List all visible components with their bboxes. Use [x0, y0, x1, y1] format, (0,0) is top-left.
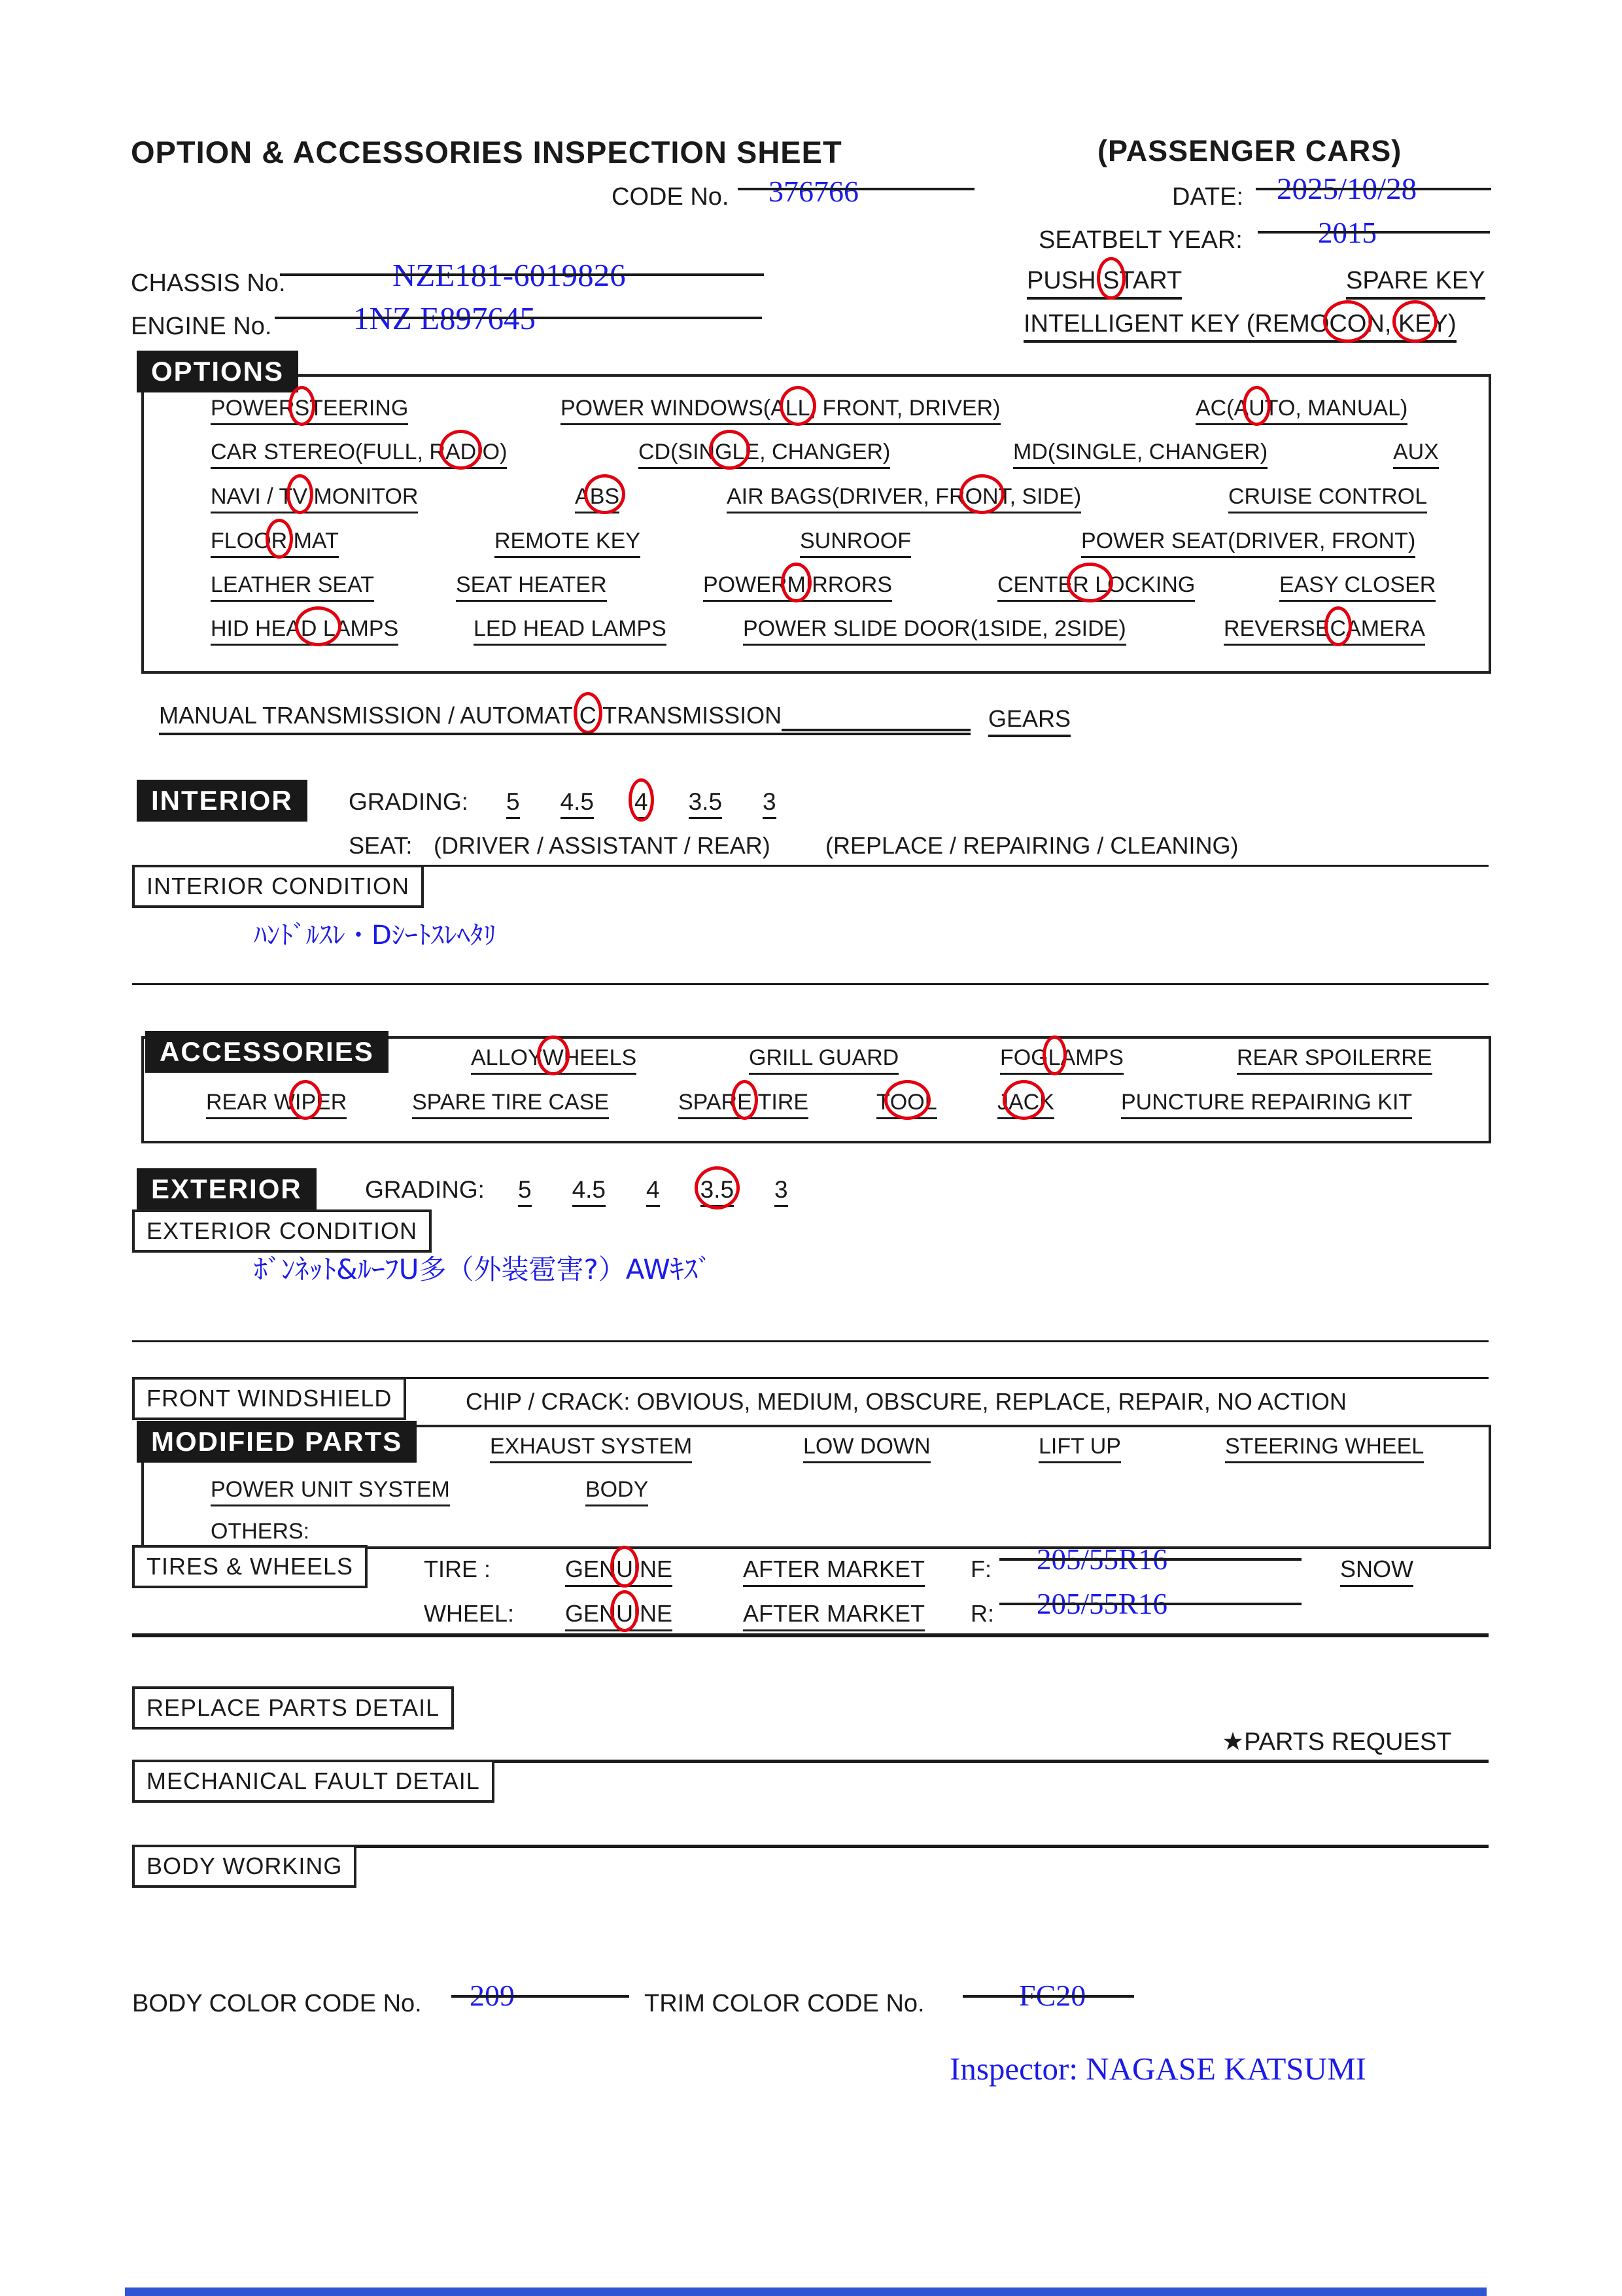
- option-abs: ABS: [575, 484, 619, 513]
- option-car-stereo: CAR STEREO(FULL, RADIO): [211, 440, 507, 469]
- wheel-rear-label: R:: [971, 1600, 994, 1627]
- center-locking-circle: R L: [1073, 572, 1108, 597]
- interior-grading-label: GRADING:: [349, 788, 468, 815]
- tire-front-value: 205/55R16: [1037, 1543, 1168, 1576]
- star-icon: ★: [1222, 1727, 1245, 1756]
- wheel-label: WHEEL:: [424, 1600, 515, 1627]
- remocon-circle: CO: [1329, 310, 1367, 338]
- ac-circle: U: [1249, 396, 1265, 421]
- push-start-circle: S: [1103, 267, 1120, 294]
- rear-wiper-circle: IP: [295, 1090, 317, 1115]
- body-color-blank: [451, 1995, 629, 1998]
- option-easy-closer: EASY CLOSER: [1279, 572, 1436, 602]
- exterior-grade-5: 5: [518, 1176, 532, 1207]
- tires-divider: [132, 1633, 1489, 1637]
- key-circle: KE: [1398, 310, 1432, 338]
- modified-parts-header: MODIFIED PARTS: [137, 1421, 417, 1463]
- tire-genuine-circle: U: [616, 1556, 634, 1582]
- option-led-head-lamps: LED HEAD LAMPS: [474, 616, 666, 646]
- wheel-genuine-circle: U: [616, 1600, 634, 1627]
- interior-condition-note: ﾊﾝﾄﾞﾙｽﾚ・Dｼｰﾄｽﾚﾍﾀﾘ: [254, 920, 496, 950]
- code-label: CODE No.: [612, 183, 729, 211]
- option-hid-head-lamps: HID HEAD LAMPS: [211, 616, 398, 646]
- interior-grade-3-5: 3.5: [689, 788, 722, 819]
- option-sunroof: SUNROOF: [800, 529, 911, 558]
- option-remote-key: REMOTE KEY: [494, 529, 640, 558]
- wheel-genuine: GENUINE: [565, 1600, 672, 1631]
- option-power-mirrors: POWERMIRRORS: [703, 572, 892, 602]
- interior-condition-label: INTERIOR CONDITION: [132, 865, 424, 908]
- power-mirrors-circle: M: [787, 572, 806, 597]
- accessory-spare-tire-case: SPARE TIRE CASE: [412, 1090, 609, 1119]
- abs-circle: BS: [589, 484, 620, 509]
- date-label: DATE:: [1172, 183, 1244, 211]
- engine-value: 1NZ E897645: [353, 300, 536, 336]
- tool-circle: OO: [889, 1090, 925, 1115]
- wheel-rear-value: 205/55R16: [1037, 1588, 1168, 1620]
- tire-front-label: F:: [971, 1556, 992, 1582]
- options-header: OPTIONS: [137, 351, 298, 392]
- tire-label: TIRE :: [424, 1556, 491, 1582]
- push-start-option: PUSH START: [1027, 267, 1182, 300]
- accessory-puncture-kit: PUNCTURE REPAIRING KIT: [1121, 1090, 1412, 1119]
- transmission-label: MANUAL TRANSMISSION / AUTOMATIC TRANSMISSION: [159, 702, 782, 729]
- trim-color-label: TRIM COLOR CODE No.: [644, 1990, 925, 2017]
- seat-actions: (REPLACE / REPAIRING / CLEANING): [825, 832, 1239, 859]
- interior-grade-4-5: 4.5: [561, 788, 594, 819]
- windshield-options: CHIP / CRACK: OBVIOUS, MEDIUM, OBSCURE, REPLACE, REPAIR, NO ACTION: [466, 1388, 1347, 1415]
- power-steering-circle: S: [294, 396, 310, 421]
- exterior-grade-4: 4: [646, 1176, 660, 1207]
- accessory-grill-guard: GRILL GUARD: [749, 1045, 899, 1075]
- modified-lift-up: LIFT UP: [1039, 1434, 1121, 1463]
- option-power-steering: POWERSTEERING: [211, 396, 408, 425]
- exterior-condition-note: ﾎﾞﾝﾈｯﾄ&ﾙｰﾌU多（外装雹害?）AWｷｽﾞ: [254, 1253, 712, 1285]
- trim-color-blank: [963, 1995, 1134, 1998]
- accessory-alloy-wheels: ALLOYWHEELS: [471, 1045, 636, 1075]
- exterior-condition-label: EXTERIOR CONDITION: [132, 1209, 432, 1253]
- tires-wheels-label: TIRES & WHEELS: [132, 1545, 368, 1588]
- option-cd: CD(SINGLE, CHANGER): [638, 440, 890, 469]
- option-floor-mat: FLOOR MAT: [211, 529, 339, 558]
- option-reverse-camera: REVERSECAMERA: [1224, 616, 1425, 646]
- accessory-tool: TOOL: [876, 1090, 937, 1119]
- seat-label: SEAT:: [349, 832, 413, 859]
- alloy-wheels-circle: W: [542, 1045, 564, 1070]
- accessories-header: ACCESSORIES: [145, 1031, 388, 1073]
- modified-low-down: LOW DOWN: [803, 1434, 931, 1463]
- option-power-seat: POWER SEAT(DRIVER, FRONT): [1081, 529, 1415, 558]
- seatbelt-label: SEATBELT YEAR:: [1039, 226, 1243, 254]
- exterior-grade-3: 3: [774, 1176, 788, 1207]
- option-md: MD(SINGLE, CHANGER): [1013, 440, 1268, 469]
- seatbelt-value: 2015: [1318, 217, 1377, 249]
- option-air-bags: AIR BAGS(DRIVER, FRONT, SIDE): [727, 484, 1081, 513]
- modified-others: OTHERS:: [211, 1519, 309, 1548]
- inspector-signature: Inspector: NAGASE KATSUMI: [950, 2051, 1366, 2087]
- body-working-label: BODY WORKING: [132, 1845, 356, 1888]
- trim-color-value: FC20: [1019, 1979, 1086, 2012]
- option-seat-heater: SEAT HEATER: [456, 572, 607, 602]
- spare-key-option: SPARE KEY: [1346, 267, 1485, 300]
- page-subtitle: (PASSENGER CARS): [1097, 134, 1402, 167]
- exterior-grades: [518, 1176, 829, 1207]
- parts-request-label: ★PARTS REQUEST: [1222, 1727, 1452, 1756]
- modified-power-unit: POWER UNIT SYSTEM: [211, 1477, 450, 1506]
- seatbelt-blank: [1258, 231, 1490, 234]
- tire-snow: SNOW: [1340, 1556, 1413, 1587]
- modified-exhaust: EXHAUST SYSTEM: [490, 1434, 692, 1463]
- interior-grade-4-circled: 4: [634, 788, 648, 819]
- chassis-blank: [280, 273, 764, 276]
- cd-circle: GL: [715, 440, 745, 464]
- tire-after-market: AFTER MARKET: [743, 1556, 925, 1587]
- interior-divider: [132, 983, 1489, 985]
- reverse-camera-circle: C: [1330, 616, 1347, 641]
- car-stereo-circle: AD: [445, 440, 477, 464]
- air-bags-circle: ON: [965, 484, 999, 509]
- code-blank: [738, 188, 975, 190]
- bottom-blue-bar: [125, 2287, 1487, 2296]
- option-center-locking: CENTER LOCKING: [997, 572, 1195, 602]
- jack-circle: AC: [1009, 1090, 1040, 1115]
- interior-header: INTERIOR: [137, 780, 307, 822]
- fog-lamps-circle: L: [1048, 1045, 1061, 1070]
- wheel-after-market: AFTER MARKET: [743, 1600, 925, 1631]
- tire-front-blank: [999, 1558, 1302, 1561]
- modified-steering-wheel: STEERING WHEEL: [1225, 1434, 1424, 1463]
- chassis-label: CHASSIS No.: [131, 270, 286, 297]
- interior-grade-3: 3: [763, 788, 776, 819]
- option-cruise-control: CRUISE CONTROL: [1228, 484, 1427, 513]
- spare-tire-circle: E: [737, 1090, 752, 1115]
- engine-label: ENGINE No.: [131, 313, 272, 340]
- date-blank: [1256, 188, 1491, 190]
- exterior-header: EXTERIOR: [137, 1168, 317, 1210]
- wheel-rear-blank: [999, 1603, 1302, 1605]
- code-value: 376766: [768, 175, 859, 208]
- modified-body: BODY: [585, 1477, 648, 1506]
- accessory-spare-tire: SPARE TIRE: [678, 1090, 808, 1119]
- transmission-circle: C: [579, 702, 596, 729]
- seat-positions: (DRIVER / ASSISTANT / REAR): [434, 832, 770, 859]
- exterior-grade-3-5-circled: 3.5: [700, 1176, 734, 1207]
- windshield-label: FRONT WINDSHIELD: [132, 1377, 406, 1420]
- accessory-rear-spoiler: REAR SPOILERRE: [1237, 1045, 1432, 1075]
- engine-blank: [275, 317, 762, 319]
- accessory-fog-lamps: FOGLAMPS: [1000, 1045, 1124, 1075]
- accessory-rear-wiper: REAR WIPER: [206, 1090, 347, 1119]
- option-power-slide-door: POWER SLIDE DOOR(1SIDE, 2SIDE): [743, 616, 1126, 646]
- interior-grade-5: 5: [506, 788, 520, 819]
- page-title: OPTION & ACCESSORIES INSPECTION SHEET: [131, 135, 842, 169]
- option-navi: NAVI / TV MONITOR: [211, 484, 418, 513]
- tire-genuine: GENUINE: [565, 1556, 672, 1587]
- hid-head-lamps-circle: D L: [300, 616, 336, 641]
- option-power-windows: POWER WINDOWS(ALL, FRONT, DRIVER): [561, 396, 1001, 425]
- body-color-value: 209: [470, 1979, 515, 2012]
- exterior-divider: [132, 1340, 1489, 1342]
- gears-label: GEARS: [988, 705, 1071, 737]
- date-value: 2025/10/28: [1277, 172, 1417, 206]
- interior-grades: [506, 788, 817, 819]
- transmission-underline: [159, 704, 971, 735]
- chassis-value: NZE181-6019826: [392, 257, 626, 293]
- replace-parts-label: REPLACE PARTS DETAIL: [132, 1686, 454, 1730]
- option-leather-seat: LEATHER SEAT: [211, 572, 374, 602]
- option-aux: AUX: [1393, 440, 1439, 469]
- floor-mat-circle: R: [271, 529, 288, 553]
- exterior-grade-4-5: 4.5: [572, 1176, 606, 1207]
- accessory-jack: JACK: [997, 1090, 1054, 1119]
- intelligent-key-option: INTELLIGENT KEY (REMOCON, KEY): [1024, 310, 1457, 343]
- navi-circle: V: [292, 484, 308, 509]
- exterior-grading-label: GRADING:: [365, 1176, 485, 1203]
- mechanical-fault-label: MECHANICAL FAULT DETAIL: [132, 1760, 494, 1803]
- option-ac: AC(AUTO, MANUAL): [1196, 396, 1407, 425]
- power-windows-circle: LL: [785, 396, 810, 421]
- body-color-label: BODY COLOR CODE No.: [132, 1990, 422, 2017]
